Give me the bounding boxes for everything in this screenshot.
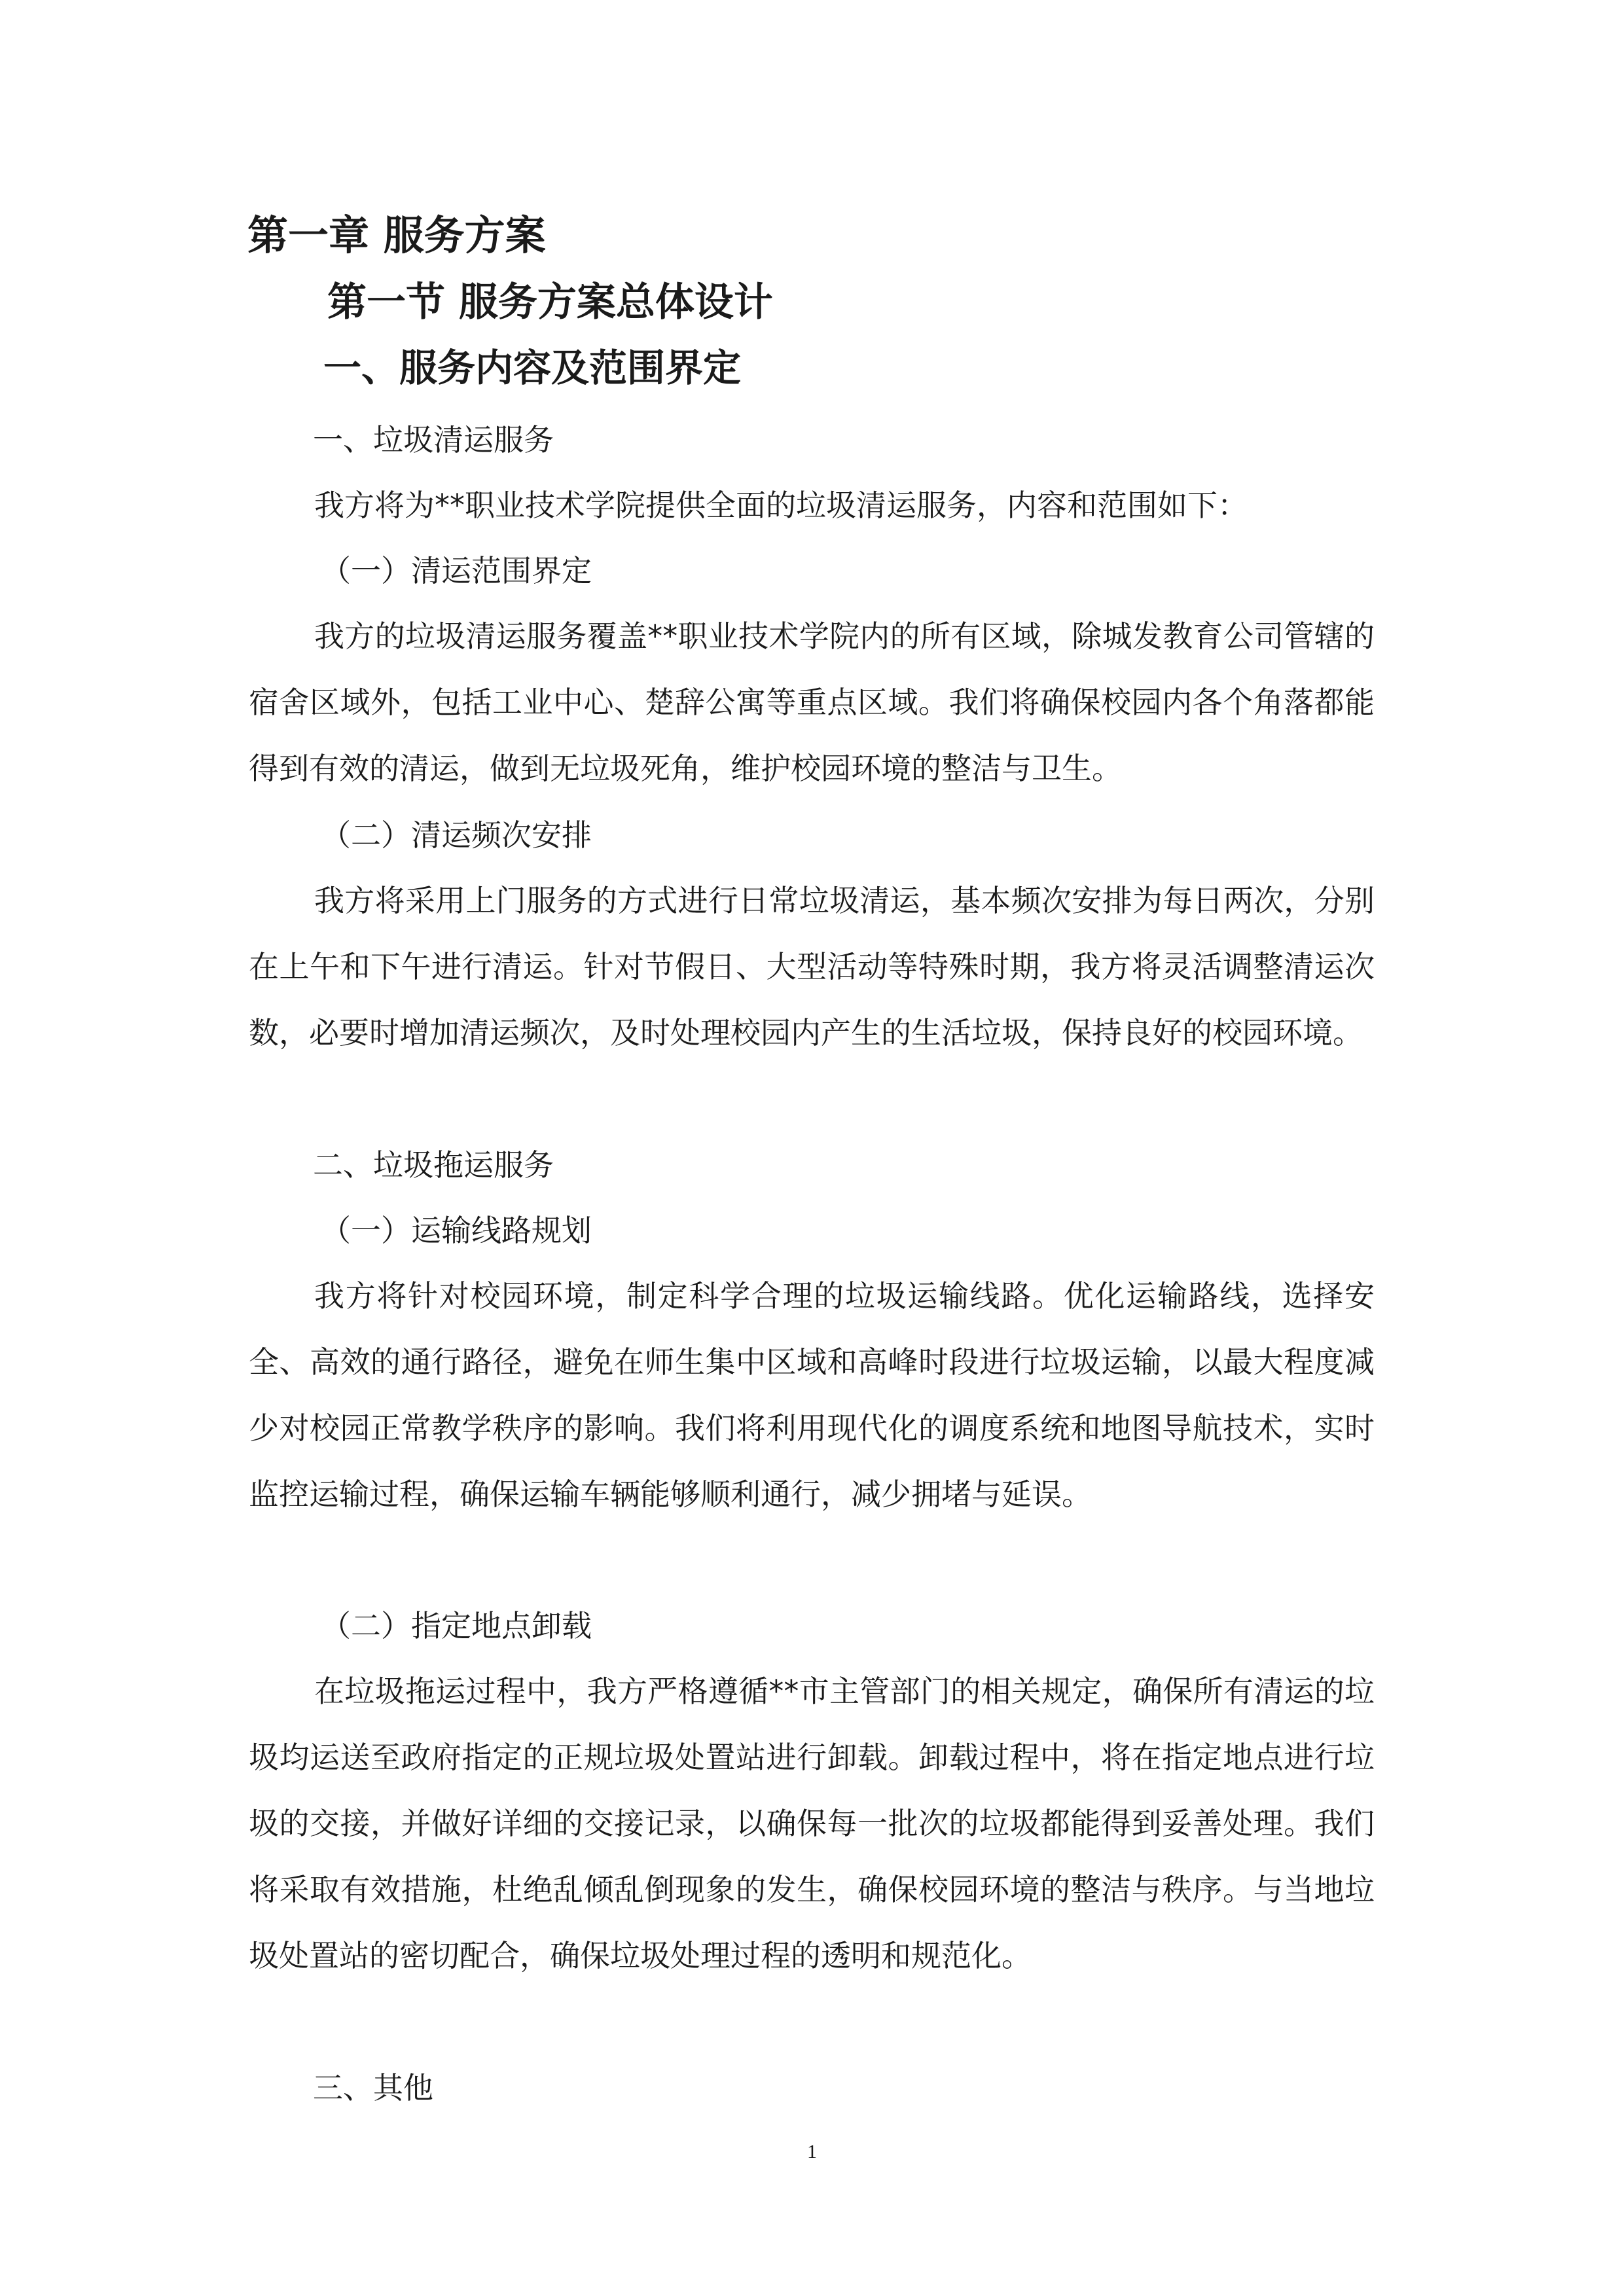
subheading-designated-unloading: （二）指定地点卸载 (321, 1608, 592, 1643)
paragraph-intro: 我方将为**职业技术学院提供全面的垃圾清运服务，内容和范围如下： (314, 488, 1248, 523)
heading-other: 三、其他 (313, 2070, 433, 2106)
heading-garbage-haulage: 二、垃圾拖运服务 (313, 1147, 554, 1183)
subheading-collection-scope: （一）清运范围界定 (321, 553, 592, 588)
chapter-title: 第一章 服务方案 (247, 211, 546, 259)
paragraph-collection-scope: 我方的垃圾清运服务覆盖**职业技术学院内的所有区域，除城发教育公司管辖的宿舍区域外，包括工业中心、楚辞公寓等重点区域。我们将确保校园内各个角落都能得到有效的清运，做到无垃圾死角，维护校园环境的整洁与卫生。 (249, 619, 1375, 786)
subheading-collection-frequency: （二）清运频次安排 (321, 817, 592, 853)
paragraph-collection-frequency: 我方将采用上门服务的方式进行日常垃圾清运，基本频次安排为每日两次，分别在上午和下午进行清运。针对节假日、大型活动等特殊时期，我方将灵活调整清运次数，必要时增加清运频次，及时处理校园内产生的生活垃圾，保持良好的校园环境。 (249, 883, 1375, 1050)
section-title: 第一节 服务方案总体设计 (327, 279, 773, 325)
subheading-route-planning: （一）运输线路规划 (321, 1213, 592, 1248)
paragraph-route-planning: 我方将针对校园环境，制定科学合理的垃圾运输线路。优化运输路线，选择安全、高效的通行路径，避免在师生集中区域和高峰时段进行垃圾运输，以最大程度减少对校园正常教学秩序的影响。我们将利用现代化的调度系统和地图导航技术，实时监控运输过程，确保运输车辆能够顺利通行，减少拥堵与延误。 (249, 1278, 1375, 1512)
page-number: 1 (807, 2141, 817, 2162)
subsection-title: 一、服务内容及范围界定 (323, 346, 742, 390)
paragraph-designated-unloading: 在垃圾拖运过程中，我方严格遵循**市主管部门的相关规定，确保所有清运的垃圾均运送至政府指定的正规垃圾处置站进行卸载。卸载过程中，将在指定地点进行垃圾的交接，并做好详细的交接记录，以确保每一批次的垃圾都能得到妥善处理。我们将采取有效措施，杜绝乱倾乱倒现象的发生，确保校园环境的整洁与秩序。与当地垃圾处置站的密切配合，确保垃圾处理过程的透明和规范化。 (249, 1674, 1375, 1973)
heading-garbage-collection: 一、垃圾清运服务 (313, 422, 554, 457)
